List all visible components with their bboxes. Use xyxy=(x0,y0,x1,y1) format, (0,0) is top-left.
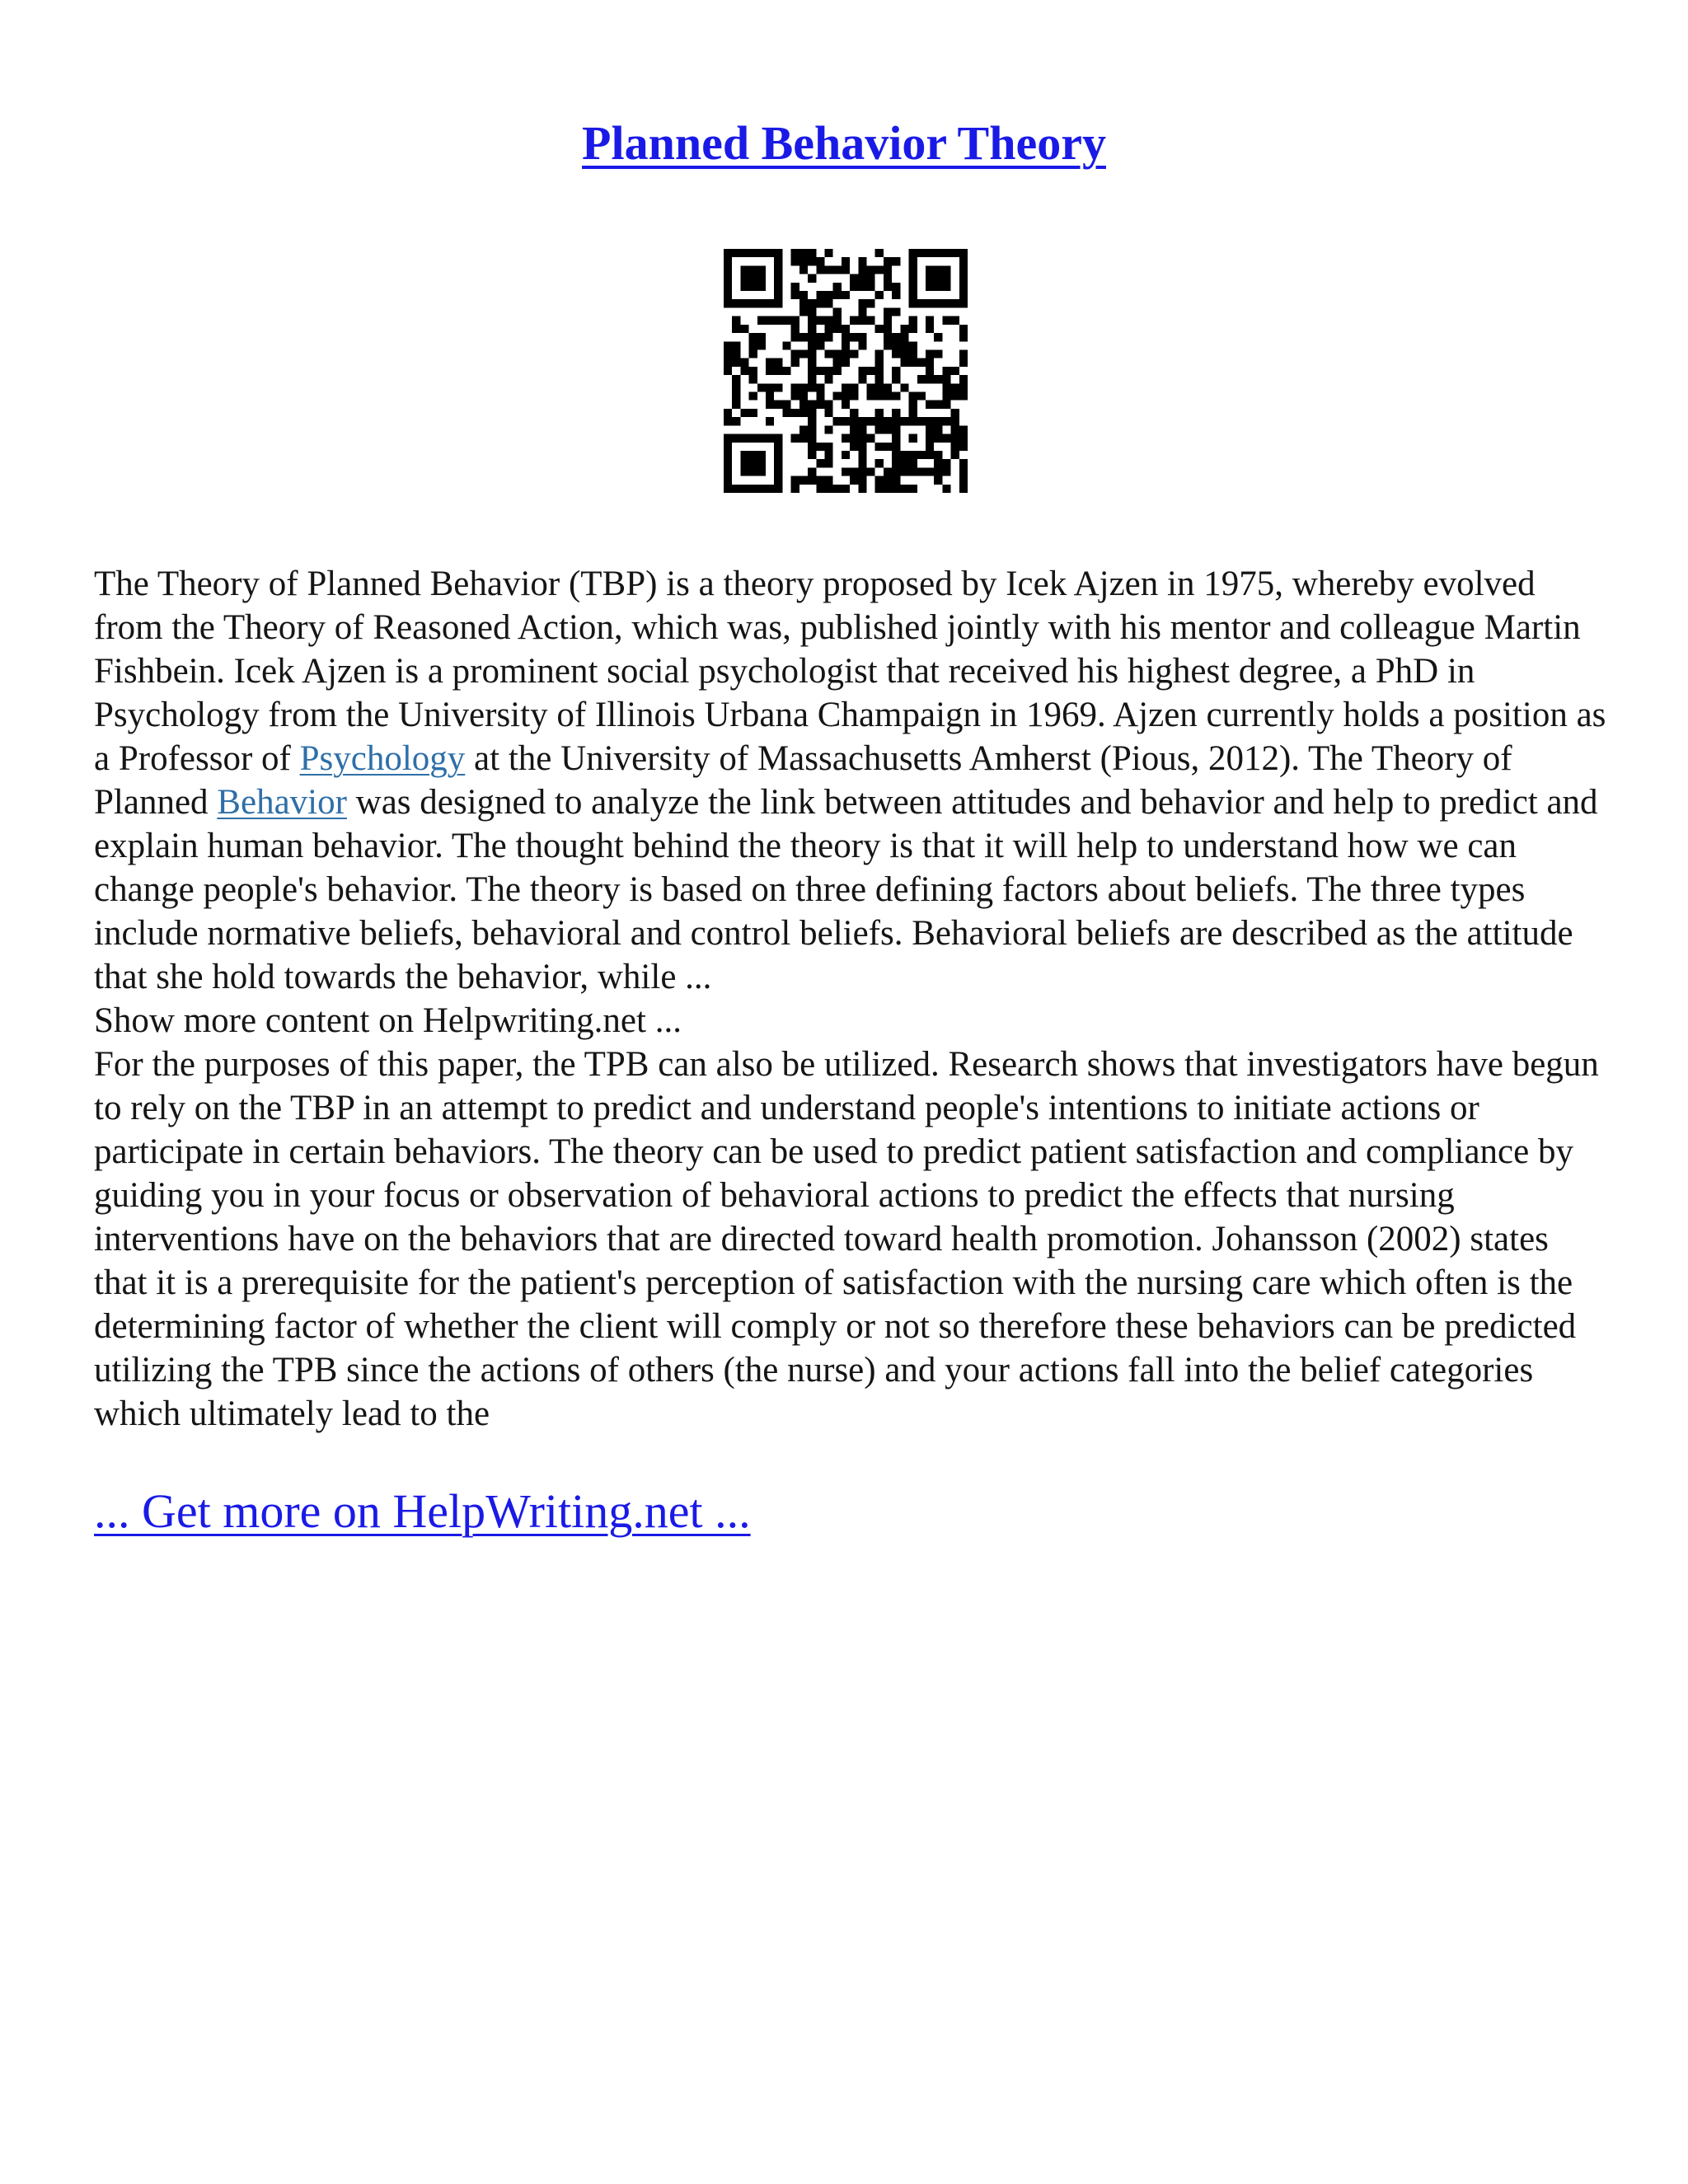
get-more-container xyxy=(94,1483,751,1539)
qr-code-graphic xyxy=(724,249,968,493)
page-title-link[interactable]: Planned Behavior Theory xyxy=(582,116,1106,170)
paragraph-1-text-b: at the University of Massachusetts Amherst (Pious, 2012). The Theory of Planned xyxy=(94,739,1512,822)
get-more-link[interactable]: ... Get more on HelpWriting.net ... xyxy=(94,1484,751,1538)
paragraph-1 xyxy=(94,562,1611,999)
paragraph-1-text-a: The Theory of Planned Behavior (TBP) is a theory proposed by Icek Ajzen in 1975, whereby evolved from the Theory of Reasoned Action, which was, published jointly with his mentor and colleague Martin Fishbein. Icek Ajzen is a prominent social psychologist that received his highest degree, a PhD in Psychology from the University of Illinois Urbana Champaign in 1969. Ajzen currently holds a position as a Professor of xyxy=(94,565,1606,778)
paragraph-2: For the purposes of this paper, the TPB can also be utilized. Research shows that investigators have begun to rely on the TBP in an attempt to predict and understand people's intentions to initiate actions or participate in certain behaviors. The theory can be used to predict patient satisfaction and compliance by guiding you in your focus or observation of behavioral actions to predict the effects that nursing interventions have on the behaviors that are directed toward health promotion. Johansson (2002) states that it is a prerequisite for the patient's perception of satisfaction with the nursing care which often is the determining factor of whether the client will comply or not so therefore these behaviors can be predicted utilizing the TPB since the actions of others (the nurse) and your actions fall into the belief categories which ultimately lead to the xyxy=(94,1045,1599,1433)
paragraph-1-text-c: was designed to analyze the link between attitudes and behavior and help to predict and explain human behavior. The thought behind the theory is that it will help to understand how we can change people's behavior. The theory is based on three defining factors about beliefs. The three types include normative beliefs, behavioral and control beliefs. Behavioral beliefs are described as the attitude that she hold towards the behavior, while ... xyxy=(94,783,1598,996)
psychology-link[interactable]: Psychology xyxy=(299,739,466,778)
show-more-text: Show more content on Helpwriting.net ... xyxy=(94,1001,682,1040)
article-body xyxy=(94,562,1611,1436)
title-container xyxy=(0,115,1688,171)
qr-code-icon xyxy=(724,249,968,493)
behavior-link[interactable]: Behavior xyxy=(217,783,347,822)
